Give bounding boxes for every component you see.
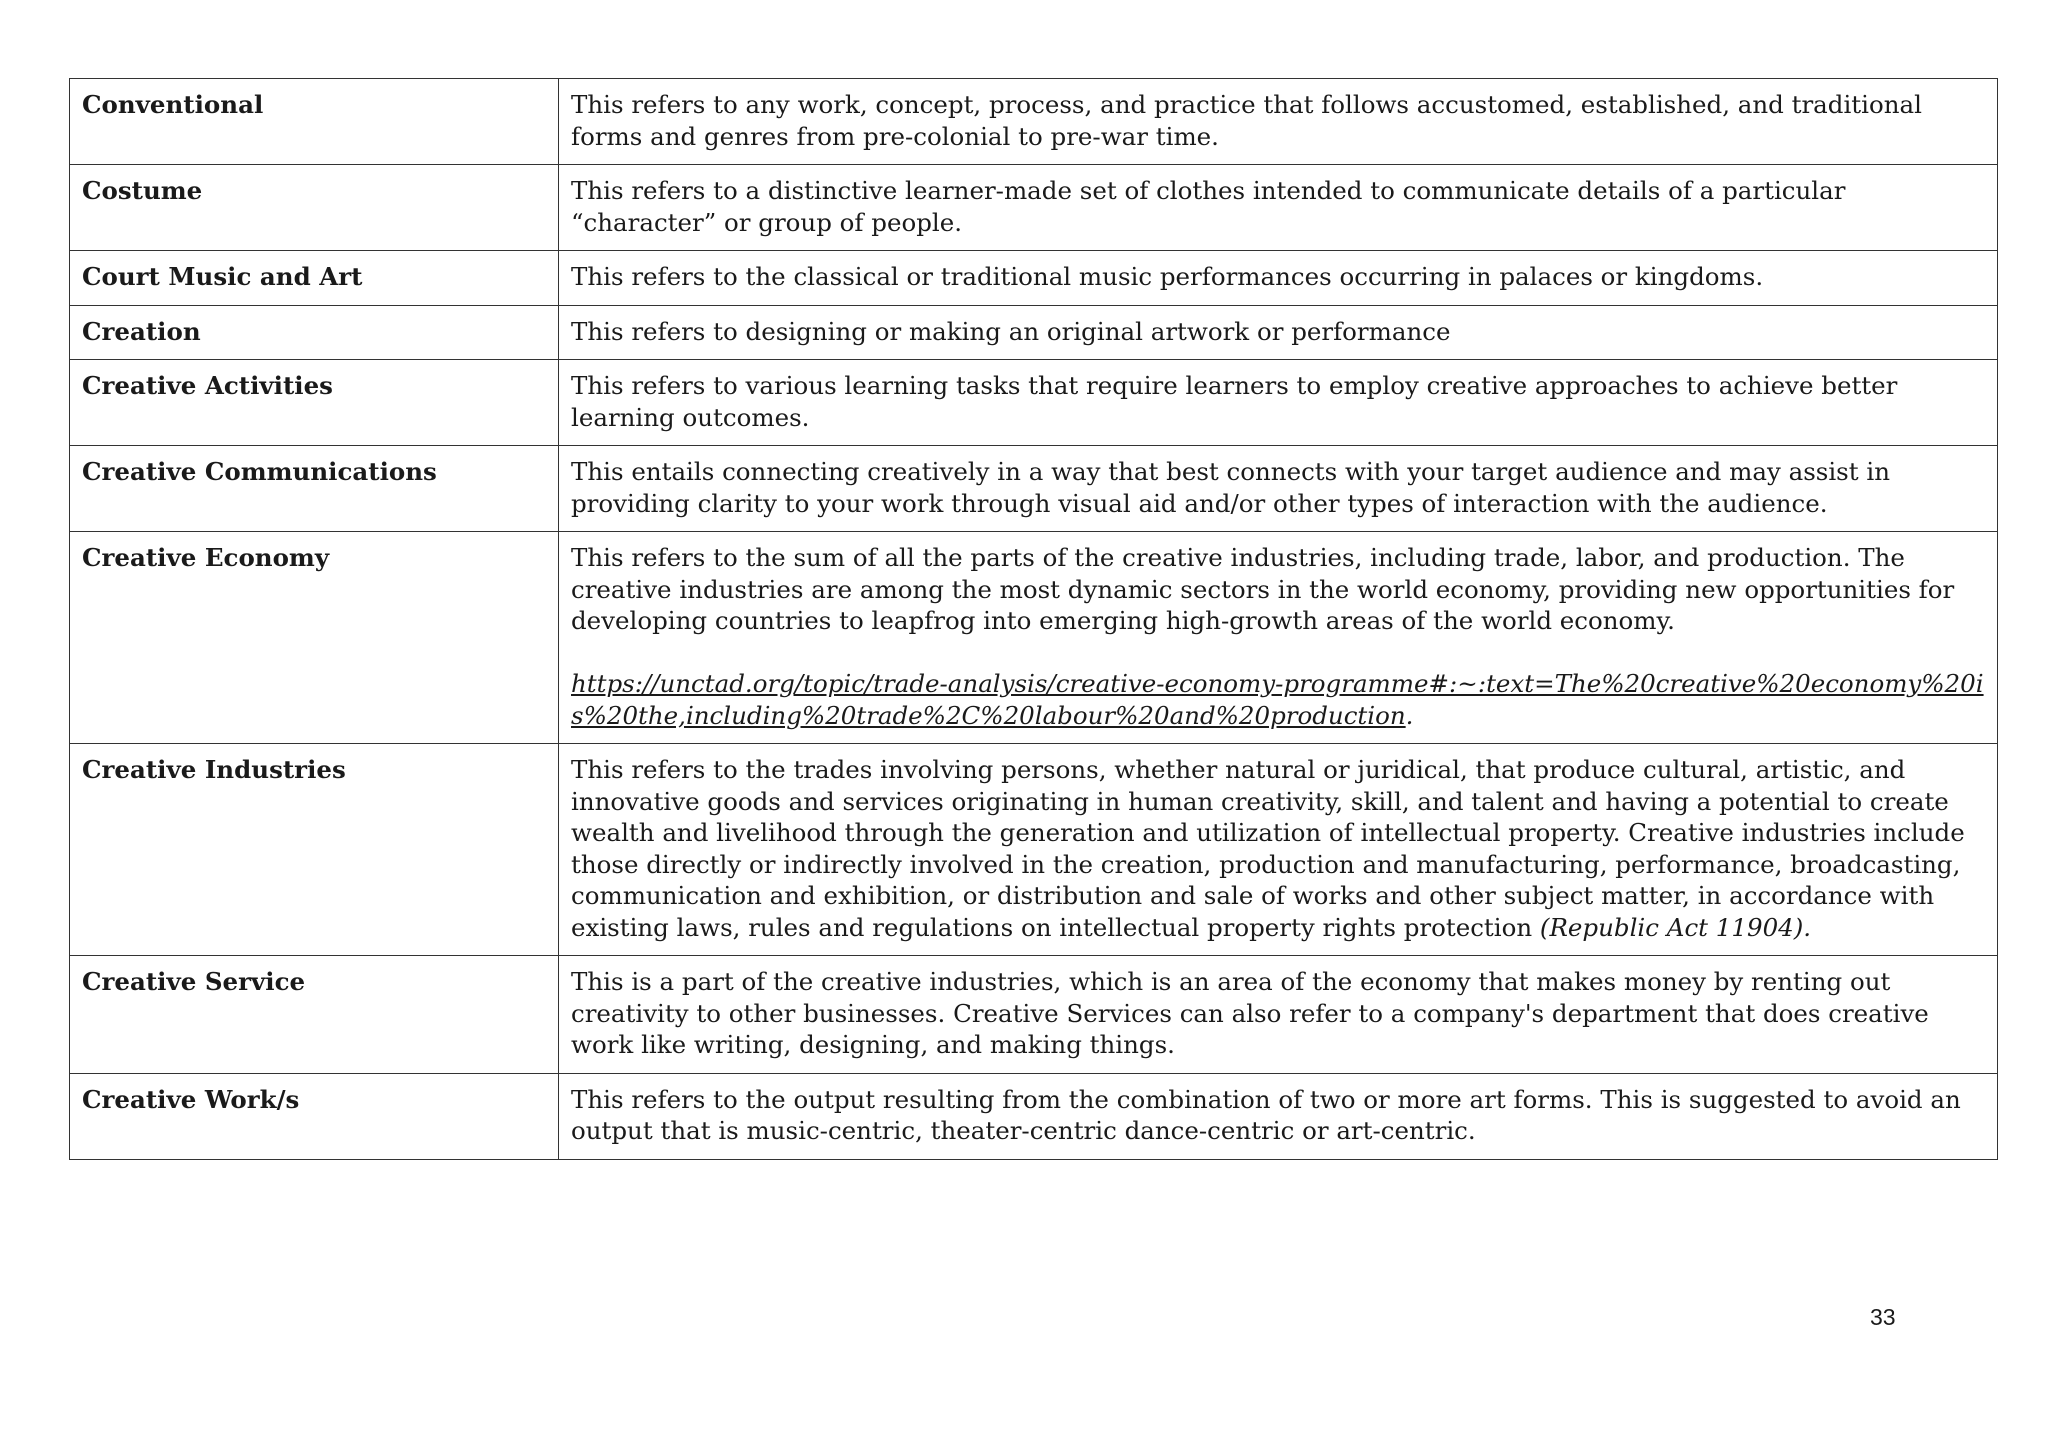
definition-cell (559, 956, 1998, 1074)
definition-cell (559, 305, 1998, 360)
definition-cell (559, 79, 1998, 165)
definition-text: This is a part of the creative industries, which is an area of the economy that makes money by renting out creativity to other businesses. Creative Services can also refer to a company's department that does creative work like writing, designing, and making things. (571, 967, 1929, 1059)
definition-text: This refers to a distinctive learner-made set of clothes intended to communicate details of a particular “character” or group of people. (571, 176, 1846, 237)
table-row (70, 956, 1998, 1074)
table-row (70, 1073, 1998, 1159)
definition-paragraph (571, 754, 1985, 943)
table-row (70, 744, 1998, 956)
table-row (70, 532, 1998, 744)
page-number: 33 (1870, 1304, 1896, 1330)
paragraph-gap (571, 637, 1985, 669)
definition-cell (559, 744, 1998, 956)
link-suffix: . (1405, 700, 1414, 730)
table-row (70, 305, 1998, 360)
definition-cell (559, 446, 1998, 532)
definition-text: This refers to the trades involving persons, whether natural or juridical, that produce cultural, artistic, and innovative goods and services originating in human creativity, skill, and talent and having a potential to create wealth and livelihood through the generation and utilization of intellectual property. Creative industries include those directly or indirectly involved in the creation, production and manufacturing, performance, broadcasting, communication and exhibition, or distribution and sale of works and other subject matter, in accordance with existing laws, rules and regulations on intellectual property rights protection (571, 755, 1965, 942)
table-row (70, 446, 1998, 532)
definition-cell (559, 251, 1998, 306)
definition-cell (559, 360, 1998, 446)
term-cell: Creative Industries (70, 744, 559, 956)
table-row (70, 251, 1998, 306)
definition-cell (559, 165, 1998, 251)
term-cell: Creative Work/s (70, 1073, 559, 1159)
definition-text: This refers to the output resulting from the combination of two or more art forms. This is suggested to avoid an output that is music-centric, theater-centric dance-centric or art-centric. (571, 1084, 1961, 1145)
term-cell: Creative Communications (70, 446, 559, 532)
table-row (70, 165, 1998, 251)
term-cell: Court Music and Art (70, 251, 559, 306)
definition-cell (559, 1073, 1998, 1159)
source-link[interactable]: https://unctad.org/topic/trade-analysis/creative-economy-programme#:~:text=The%20creative%20economy%20is%20the,including%20trade%2C%20labour%20and%20production (571, 669, 1984, 730)
source-reference (571, 668, 1985, 731)
definition-text: This refers to various learning tasks that require learners to employ creative approaches to achieve better learning outcomes. (571, 371, 1898, 432)
term-cell: Creative Economy (70, 532, 559, 744)
term-cell: Conventional (70, 79, 559, 165)
definition-text: This refers to the sum of all the parts of the creative industries, including trade, labor, and production. The creative industries are among the most dynamic sectors in the world economy, providing new opportunities for developing countries to leapfrog into emerging high-growth areas of the world economy. (571, 543, 1955, 635)
term-cell: Creative Service (70, 956, 559, 1074)
definition-text: This refers to the classical or traditional music performances occurring in palaces or kingdoms. (571, 262, 1764, 291)
definition-text: This refers to designing or making an original artwork or performance (571, 316, 1451, 346)
term-cell: Costume (70, 165, 559, 251)
table-row (70, 360, 1998, 446)
table-row (70, 79, 1998, 165)
term-cell: Creative Activities (70, 360, 559, 446)
definition-cell (559, 532, 1998, 744)
definition-text: This entails connecting creatively in a way that best connects with your target audience and may assist in providing clarity to your work through visual aid and/or other types of interaction with the audience. (571, 457, 1890, 518)
glossary-table (69, 78, 1998, 1160)
definition-text: This refers to any work, concept, process, and practice that follows accustomed, established, and traditional forms and genres from pre-colonial to pre-war time. (571, 90, 1922, 151)
citation: (Republic Act 11904). (1539, 912, 1812, 942)
term-cell: Creation (70, 305, 559, 360)
